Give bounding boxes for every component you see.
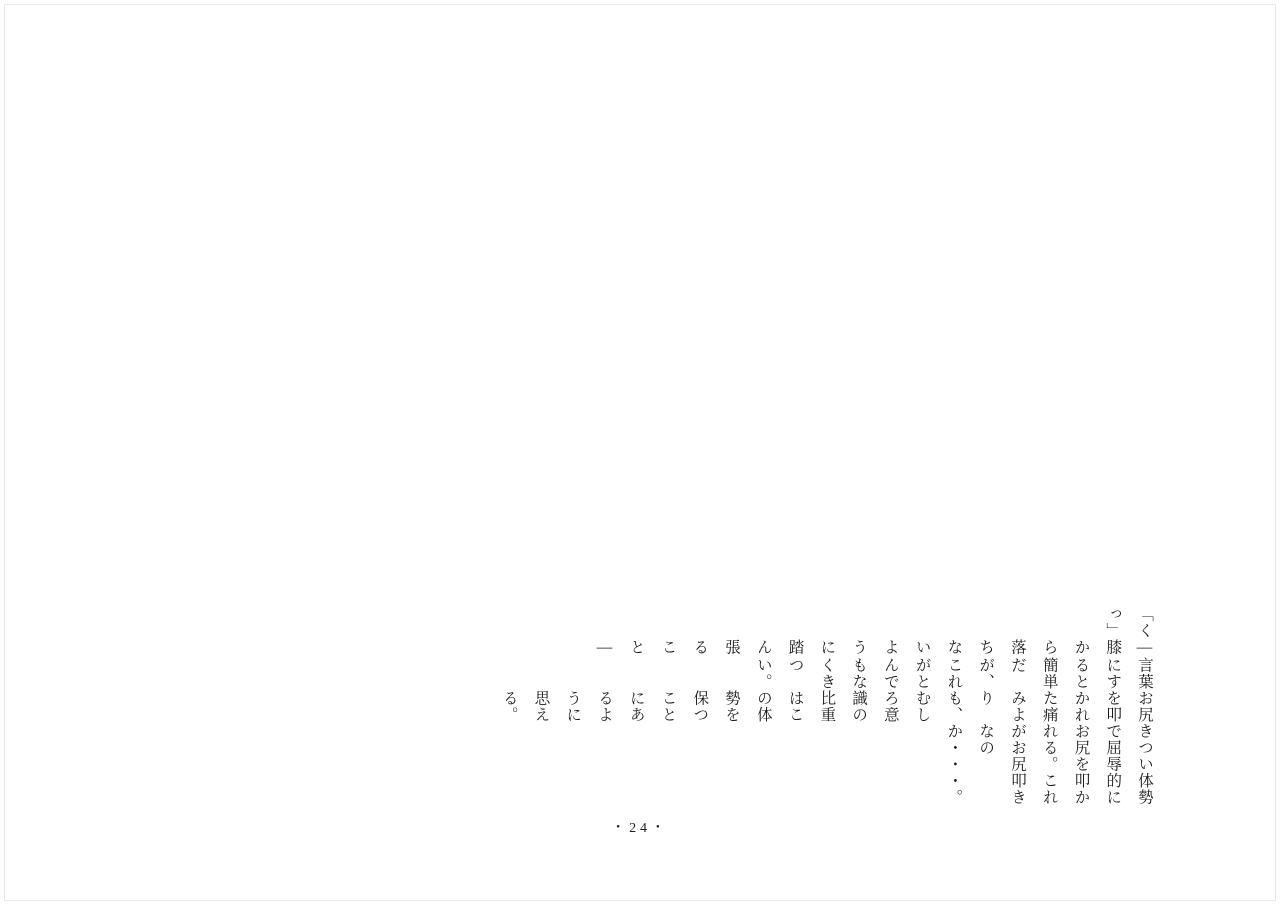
page-number: ・24・ — [611, 821, 669, 836]
paragraph-spacer — [1131, 0, 1160, 606]
body-paragraph: きつい体勢で屈辱的にお尻を叩かれる。これがお尻叩きなのか・・・。 — [945, 722, 1153, 806]
body-paragraph: 言葉にすると簡単だが、これがとんでもなくきつい。 — [754, 657, 1153, 691]
vertical-text-body — [120, 105, 1160, 805]
body-paragraph: 「くっ」 — [1104, 606, 1153, 640]
body-paragraph: お尻を叩かれた痛みよりも、むしろ意識の比重はこの体勢を保つことにあるように思える。 — [500, 690, 1153, 723]
body-paragraph: ―膝から落ちないように踏ん張ること― — [595, 639, 1153, 658]
